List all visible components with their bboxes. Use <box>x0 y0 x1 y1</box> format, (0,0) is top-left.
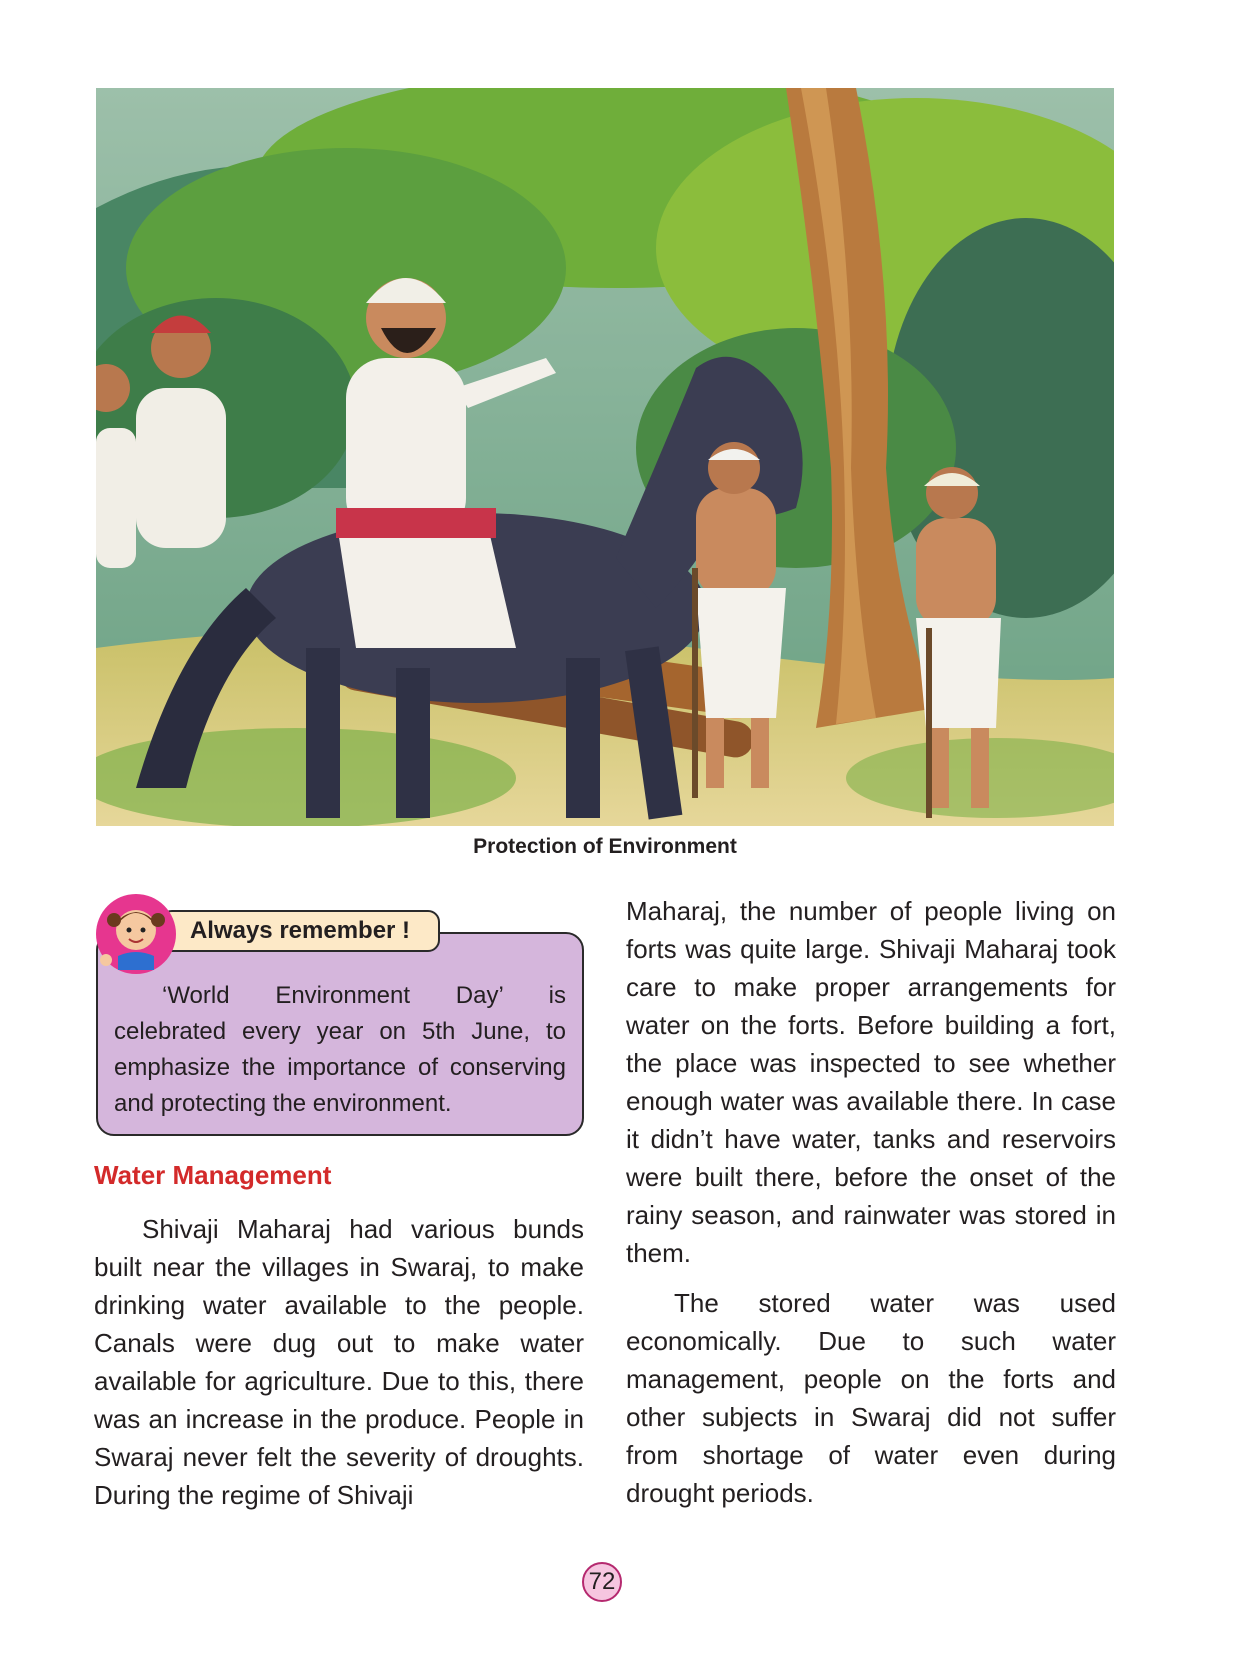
figure-caption: Protection of Environment <box>473 835 737 858</box>
always-remember-title: Always remember ! <box>160 910 440 952</box>
girl-mascot-icon <box>92 890 180 978</box>
right-column-paragraph-2: The stored water was used economically. Due to such water management, people on the forts and other subjects in Swaraj did not suffer from shortage of water even during drought periods. <box>626 1288 1116 1508</box>
always-remember-text: ‘World Environment Day’ is celebrated every year on 5th June, to emphasize the importance of conserving and protecting the environment. <box>114 982 566 1117</box>
illustration-forest-scene <box>96 88 1114 826</box>
section-heading-water-management: Water Management <box>94 1160 332 1190</box>
left-column-paragraph: Shivaji Maharaj had various bunds built near the villages in Swaraj, to make drinking water available to the people. Canals were dug out to make water available for agriculture. Due to this, there was an increase in the produce. People in Swaraj never felt the severity of droughts. During the regime of Shivaji <box>94 1214 584 1510</box>
right-column-paragraph-1: Maharaj, the number of people living on forts was quite large. Shivaji Maharaj took care to make proper arrangements for water on the forts. Before building a fort, the place was inspected to see whether enough water was available there. In case it didn’t have water, tanks and reservoirs were built there, before the onset of the rainy season, and rainwater was stored in them. <box>626 896 1116 1268</box>
forest-painting <box>96 88 1114 826</box>
page-number-badge: 72 <box>582 1562 622 1602</box>
